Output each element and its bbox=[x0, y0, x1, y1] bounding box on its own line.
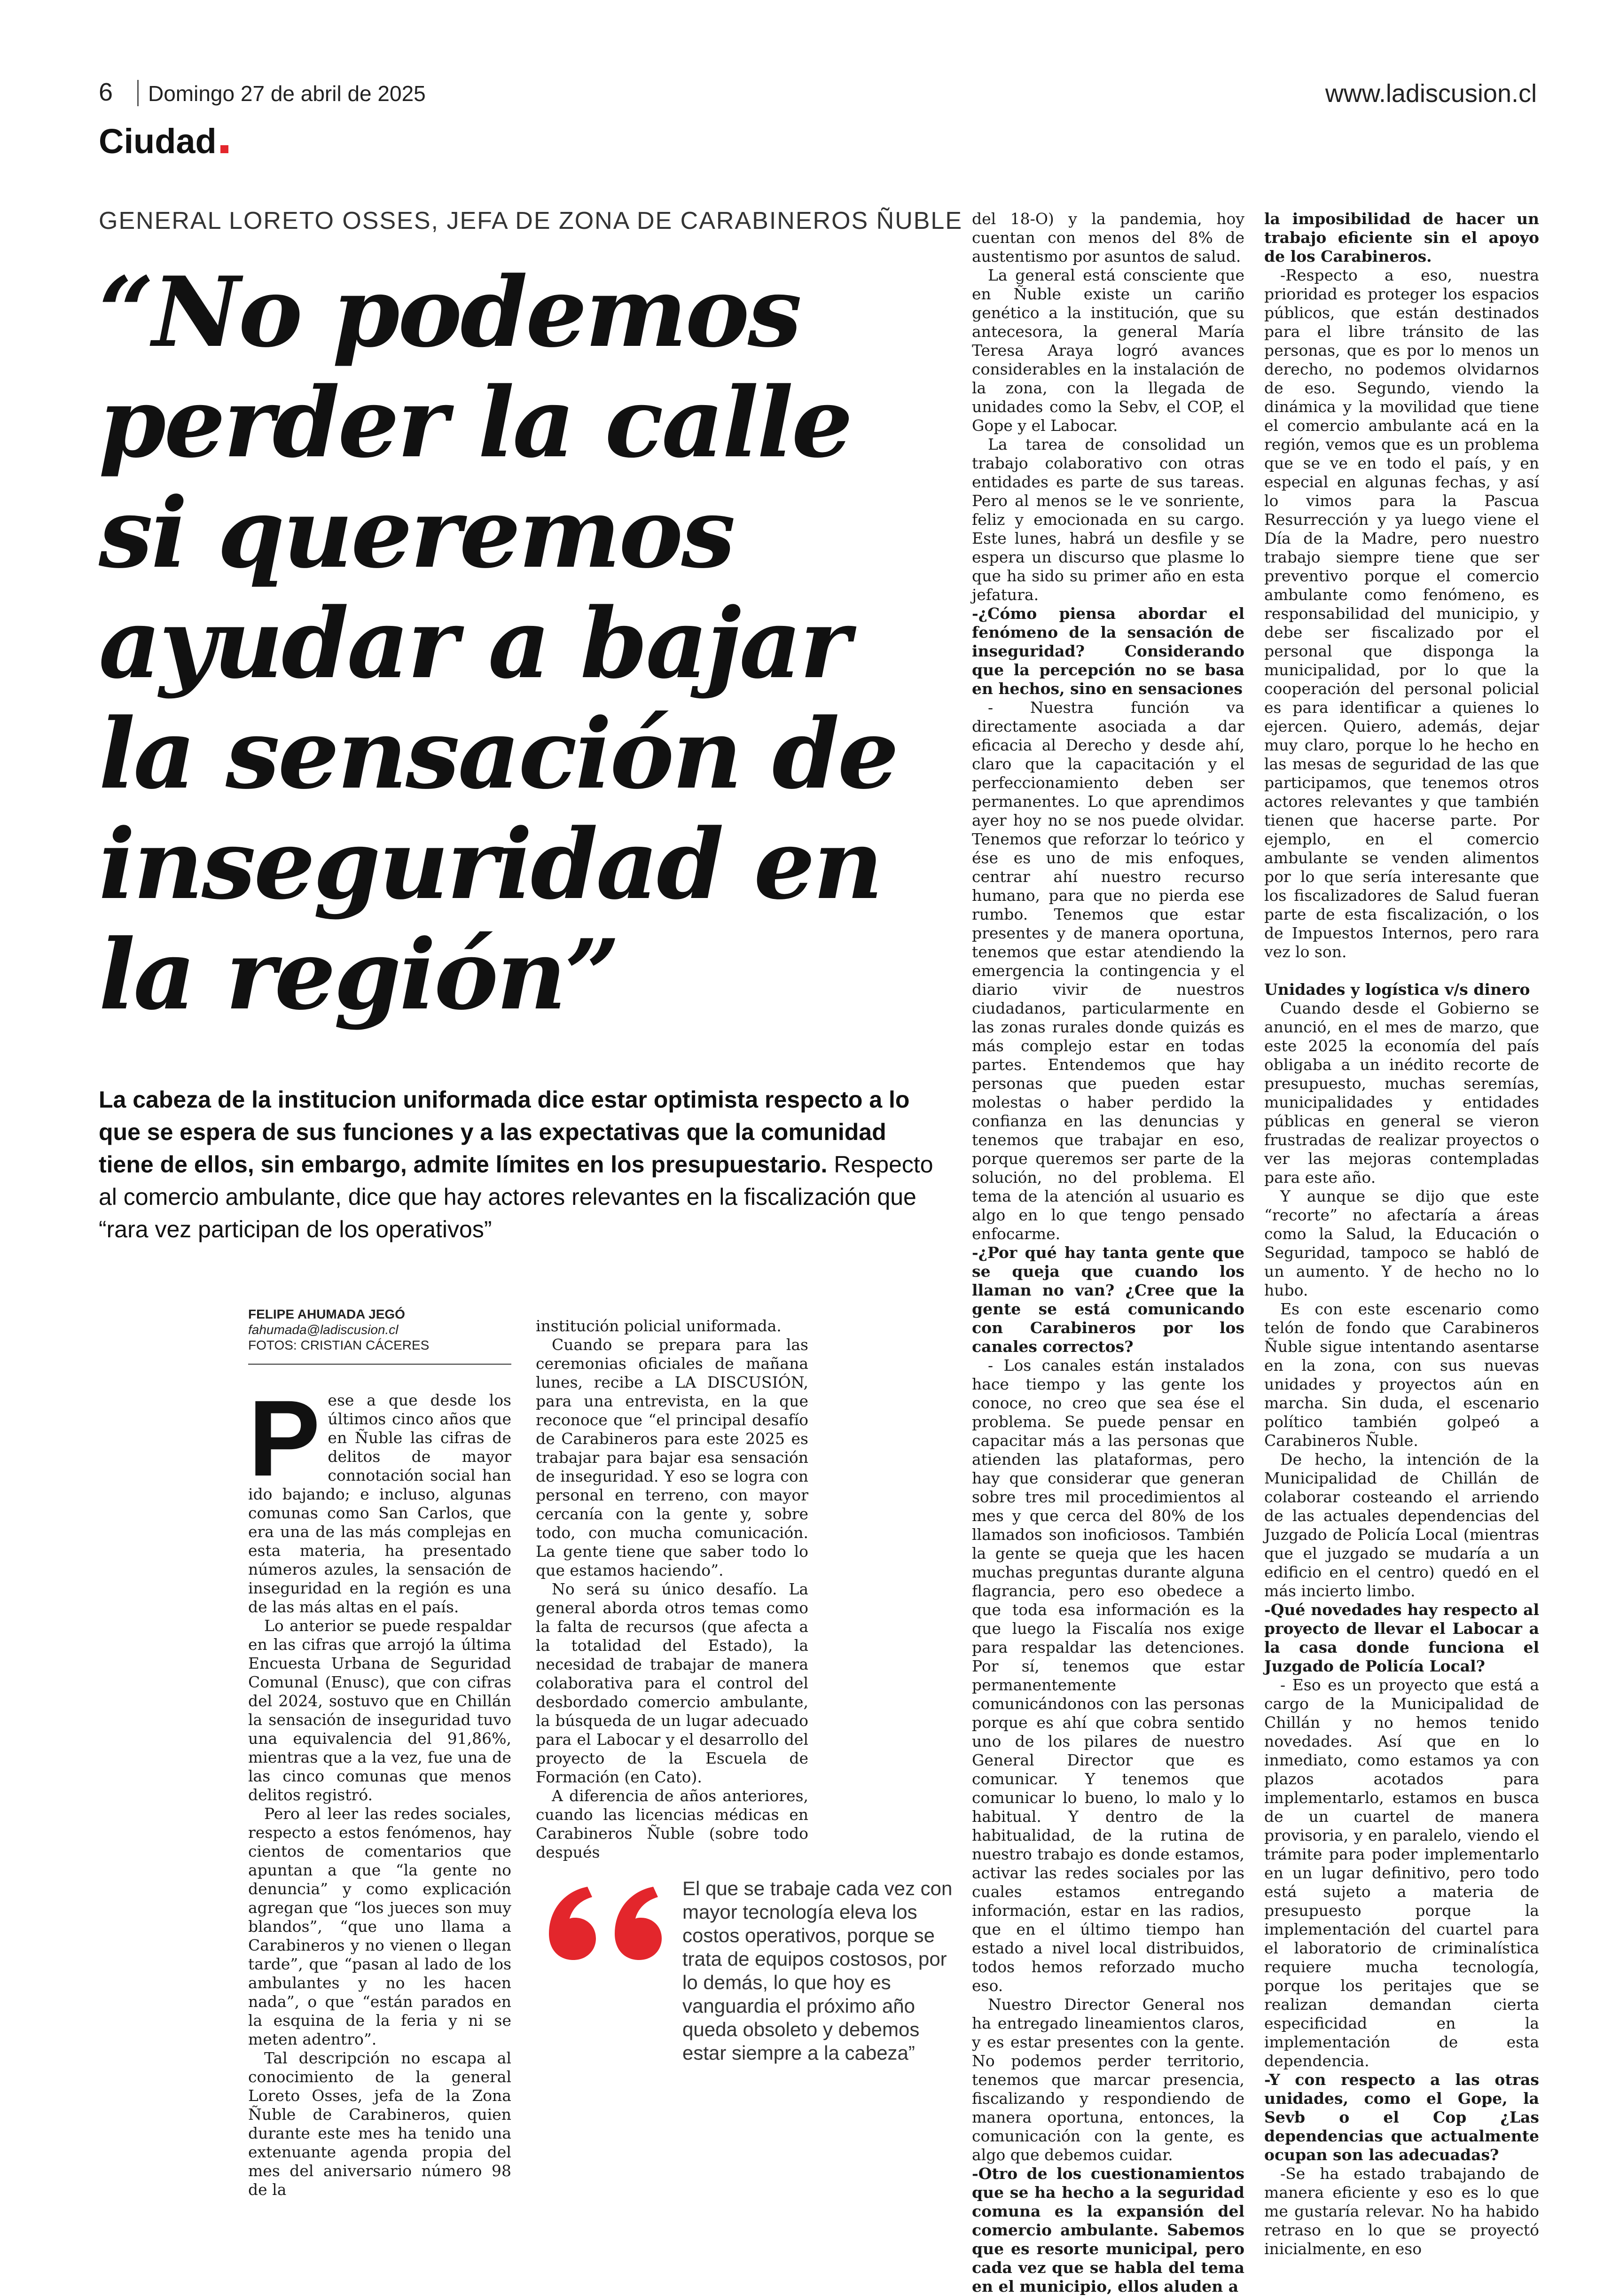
interview-question: la imposibilidad de hacer un trabajo eficiente sin el apoyo de los Carabineros. bbox=[1264, 210, 1539, 266]
body-paragraph: A diferencia de años anteriores, cuando las licencias médicas en Carabineros Ñuble (sobre todo después bbox=[536, 1787, 808, 1861]
dropcap: P bbox=[248, 1378, 321, 1499]
interview-question: -Otro de los cuestionamientos que se ha hecho a la seguridad comuna es la expansión del comercio ambulante. Sabemos que es resorte municipal, pero cada vez que se habla del tema en el municipio, ellos aluden a bbox=[972, 2164, 1244, 2296]
body-paragraph bbox=[248, 1378, 511, 1617]
paragraph-text: ese a que desde los últimos cinco años que en Ñuble las cifras de delitos de mayor connotación social han ido bajando; e incluso, algunas comunas como San Carlos, que era una de las más complejas en esta materia, ha presentado números azules, la sensación de inseguridad en la región es una de las más altas en el país. bbox=[248, 1391, 511, 1616]
interview-answer: -Se ha estado trabajando de manera eficiente y eso es lo que me gustaría relevar. No ha habido retraso en lo que se proyectó inicialmente, en eso bbox=[1264, 2164, 1539, 2258]
article-kicker: GENERAL LORETO OSSES, JEFA DE ZONA DE CARABINEROS ÑUBLE bbox=[99, 207, 963, 234]
site-url[interactable]: www.ladiscusion.cl bbox=[1325, 79, 1537, 108]
body-column-2 bbox=[536, 1317, 808, 1862]
byline-rule bbox=[248, 1364, 511, 1365]
body-paragraph: Cuando desde el Gobierno se anunció, en el mes de marzo, que este 2025 la economía del país obligaba a un inédito recorte de presupuesto, muchas seremías, municipalidades y entidades públicas en general se vieron frustradas de realizar proyectos o ver las mejoras contempladas para este año. bbox=[1264, 999, 1539, 1187]
article-headline: “No podemos perder la calle si queremos ayudar a bajar la sensación de inseguridad en la región” bbox=[99, 256, 897, 1031]
body-column-3 bbox=[972, 210, 1244, 2296]
interview-question: -¿Por qué hay tanta gente que se queja que cuando los llaman no van? ¿Cree que la gente se está comunicando con Carabineros por los canales correctos? bbox=[972, 1243, 1244, 1356]
body-paragraph: De hecho, la intención de la Municipalidad de Chillán de colaborar costeando el arriendo de las actuales dependencias del Juzgado de Policía Local (mientras que el juzgado se mudaría a un edificio en el centro) quedó en el más incierto limbo. bbox=[1264, 1450, 1539, 1600]
page-number: 6 bbox=[99, 78, 113, 106]
deck-bold: La cabeza de la institucion uniformada dice estar optimista respecto a lo que se espera de sus funciones y a las expectativas que la comunidad tiene de ellos, sin embargo, admite límites en los presupuestario. bbox=[99, 1086, 910, 1178]
interview-answer: - Eso es un proyecto que está a cargo de la Municipalidad de Chillán y no hemos tenido novedades. Así que en lo inmediato, como estamos ya con plazos acotados para implementarlo, estamos en busca de un cuartel de manera provisoria, y en paralelo, viendo el trámite para poder implementarlo en un lugar definitivo, pero todo está sujeto a materia de presupuesto porque la implementación del cuartel para el laboratorio de criminalística requiere mucha tecnología, porque los peritajes que se realizan demandan cierta especificidad en la implementación de esta dependencia. bbox=[1264, 1676, 1539, 2070]
interview-answer: -Respecto a eso, nuestra prioridad es proteger los espacios públicos, que están destinados para el libre tránsito de las personas, que es por lo menos un derecho, no podemos olvidarnos de eso. Segundo, viendo la dinámica y la movilidad que tiene el comercio ambulante acá en la región, vemos que es un problema que se ve en todo el país, y en especial en algunas fechas, y así lo vimos para la Pascua Resurrección y ya luego viene el Día de la Madre, pero nuestro trabajo siempre tiene que ser preventivo porque el comercio ambulante como fenómeno, es responsabilidad del municipio, y debe ser fiscalizado por el personal que disponga la municipalidad, por lo que la cooperación del personal policial es para identificar a quienes lo ejercen. Quiero, además, dejar muy claro, porque lo he hecho en las mesas de seguridad de las que participamos, que tenemos otros actores relevantes y que también tienen que hacerse parte. Por ejemplo, en el comercio ambulante se venden alimentos por lo que sería interesante que los fiscalizadores de Salud fueran parte de esta fiscalización, o los de Impuestos Internos, pero rara vez lo son. bbox=[1264, 266, 1539, 961]
body-paragraph: Lo anterior se puede respaldar en las cifras que arrojó la última Encuesta Urbana de Seguridad Comunal (Enusc), que con cifras del 2024, sostuvo que en Chillán la sensación de inseguridad tuvo una equivalencia del 91,86%, mientras que a la vez, fue una de las cinco comunas que menos delitos registró. bbox=[248, 1617, 511, 1804]
deck-normal: Respecto al comercio ambulante, dice que hay actores relevantes en la fiscalización que “rara vez participan de los operativos” bbox=[99, 1151, 933, 1242]
body-paragraph: Tal descripción no escapa al conocimiento de la general Loreto Osses, jefa de la Zona Ñuble de Carabineros, quien durante este mes ha tenido una extenuante agenda propia del mes del aniversario número 98 de la bbox=[248, 2049, 511, 2199]
body-column-4 bbox=[1264, 210, 1539, 2258]
byline-photos: FOTOS: CRISTIAN CÁCERES bbox=[248, 1338, 430, 1352]
body-paragraph: Y aunque se dijo que este “recorte” no afectaría a áreas como la Salud, la Educación o Seguridad, tampoco se habló de un aumento. Y de hecho no lo hubo. bbox=[1264, 1187, 1539, 1299]
section-label bbox=[99, 121, 228, 161]
section-dot-icon bbox=[220, 145, 228, 153]
issue-date: Domingo 27 de abril de 2025 bbox=[148, 81, 426, 106]
body-paragraph: No será su único desafío. La general aborda otros temas como la falta de recursos (que afecta a la totalidad del Estado), la necesidad de trabajar de manera colaborativa para el control del desbordado comercio ambulante, la búsqueda de un lugar adecuado para el Labocar y el desarrollo del proyecto de la Escuela de Formación (en Cato). bbox=[536, 1580, 808, 1786]
body-column-1 bbox=[248, 1378, 511, 2199]
body-paragraph: del 18-O) y la pandemia, hoy cuentan con menos del 8% de austentismo por asuntos de salud. bbox=[972, 210, 1244, 266]
body-paragraph: Nuestro Director General nos ha entregado lineamientos claros, y es estar presentes con la gente. No podemos perder territorio, tenemos que marcar presencia, fiscalizando y respondiendo de manera oportuna, entonces, la comunicación con la gente, es algo que debemos cuidar. bbox=[972, 1995, 1244, 2164]
article-deck bbox=[99, 1084, 945, 1246]
interview-question: -Y con respecto a las otras unidades, como el Gope, la Sevb o el Cop ¿Las dependencias que actualmente ocupan son las adecuadas? bbox=[1264, 2070, 1539, 2164]
interview-answer: - Los canales están instalados hace tiempo y las gente los conoce, no creo que sea ése el problema. Se puede pensar en capacitar más a las personas que atienden las plataformas, pero hay que considerar que generan sobre tres mil procedimientos al mes y que cerca del 80% de los llamados son inoficiosos. También la gente se queja que les hacen muchas preguntas durante alguna flagrancia, pero eso obedece a que toda esa información es la que luego la Fiscalía nos exige para respaldar las detenciones. Por sí, tenemos que estar permanentemente comunicándonos con las personas porque es ahí que cobra sentido uno de los pilares de nuestro General Director que es comunicar. Y tenemos que comunicar lo bueno, lo malo y lo habitual. Y dentro de la habitualidad, de la rutina de nuestro trabajo es donde estamos, activar las redes sociales por las cuales estamos entregando información, estar en las radios, que en el último tiempo han estado a nivel local distribuidos, todos hemos reforzado mucho eso. bbox=[972, 1356, 1244, 1995]
body-paragraph: Pero al leer las redes sociales, respecto a estos fenómenos, hay cientos de comentarios que apuntan a que “la gente no denuncia” y como explicación agregan que “los jueces son muy blandos”, “que uno llama a Carabineros y no vienen o llegan tarde”, que “pasan al lado de los ambulantes y no les hacen nada”, o que “están parados en la esquina de la feria y ni se meten adentro”. bbox=[248, 1804, 511, 2048]
byline-email[interactable]: fahumada@ladiscusion.cl bbox=[248, 1322, 399, 1337]
body-paragraph: Es con este escenario como telón de fondo que Carabineros Ñuble sigue intentando asentarse en la zona, con sus nuevas unidades y proyectos aún en marcha. Sin duda, el escenario político también golpeó a Carabineros Ñuble. bbox=[1264, 1300, 1539, 1450]
header-divider bbox=[137, 80, 139, 106]
body-paragraph: La general está consciente que en Ñuble existe un cariño genético a la institución, que su antecesora, la general María Teresa Araya logró avances considerables en la instalación de la zona, con la llegada de unidades como la Sebv, el COP, el Gope y el Labocar. bbox=[972, 266, 1244, 435]
interview-answer: - Nuestra función va directamente asociada a dar eficacia al Derecho y desde ahí, claro que la capacitación y el perfeccionamiento deben ser permanentes. Lo que aprendimos ayer hoy no se nos puede olvidar. Tenemos que reforzar lo teórico y ése es uno de mis enfoques, centrar ahí nuestro recurso humano, para que no pierda ese rumbo. Tenemos que estar presentes y de manera oportuna, tenemos que estar atendiendo la emergencia la contingencia y el diario vivir de nuestros ciudadanos, particularmente en las zonas rurales donde quizás es más complejo estar en todas partes. Entendemos que hay personas que pueden estar molestas o haber perdido la confianza en las denuncias y tenemos que trabajar en eso, porque queremos ser parte de la solución, no del problema. El tema de la atención al usuario es algo en lo que tengo pensado enfocarme. bbox=[972, 698, 1244, 1243]
interview-question: -¿Cómo piensa abordar el fenómeno de la sensación de inseguridad? Considerando que la percepción no se basa en hechos, sino en sensaciones bbox=[972, 604, 1244, 698]
quote-marks-icon bbox=[536, 1868, 667, 1962]
interview-question: -Qué novedades hay respecto al proyecto de llevar el Labocar a la casa donde funciona el Juzgado de Policía Local? bbox=[1264, 1601, 1539, 1675]
body-paragraph: Cuando se prepara para las ceremonias oficiales de mañana lunes, recibe a LA DISCUSIÓN, para una entrevista, en la que reconoce que “el principal desafío de Carabineros para este 2025 es trabajar para bajar esa sensación de inseguridad. Y eso se logra con personal en terreno, con mayor cercanía con la gente y, sobre todo, con mucha comunicación. La gente tiene que saber todo lo que estamos haciendo”. bbox=[536, 1335, 808, 1579]
body-paragraph: La tarea de consolidad un trabajo colaborativo con otras entidades es parte de sus tareas. Pero al menos se le ve sonriente, feliz y emocionada en su cargo. Este lunes, habrá un desfile y se espera un discurso que plasme lo que ha sido su primer año en esta jefatura. bbox=[972, 435, 1244, 604]
byline bbox=[248, 1306, 511, 1353]
body-paragraph: institución policial uniformada. bbox=[536, 1317, 782, 1335]
byline-author: FELIPE AHUMADA JEGÓ bbox=[248, 1307, 405, 1321]
subheading: Unidades y logística v/s dinero bbox=[1264, 980, 1530, 999]
section-name: Ciudad bbox=[99, 122, 217, 161]
pull-quote: El que se trabaje cada vez con mayor tecnología eleva los costos operativos, porque se trata de equipos costosos, por lo demás, lo que hoy es vanguardia el próximo año queda obsoleto y debemos estar siempre a la cabeza” bbox=[682, 1877, 953, 2064]
